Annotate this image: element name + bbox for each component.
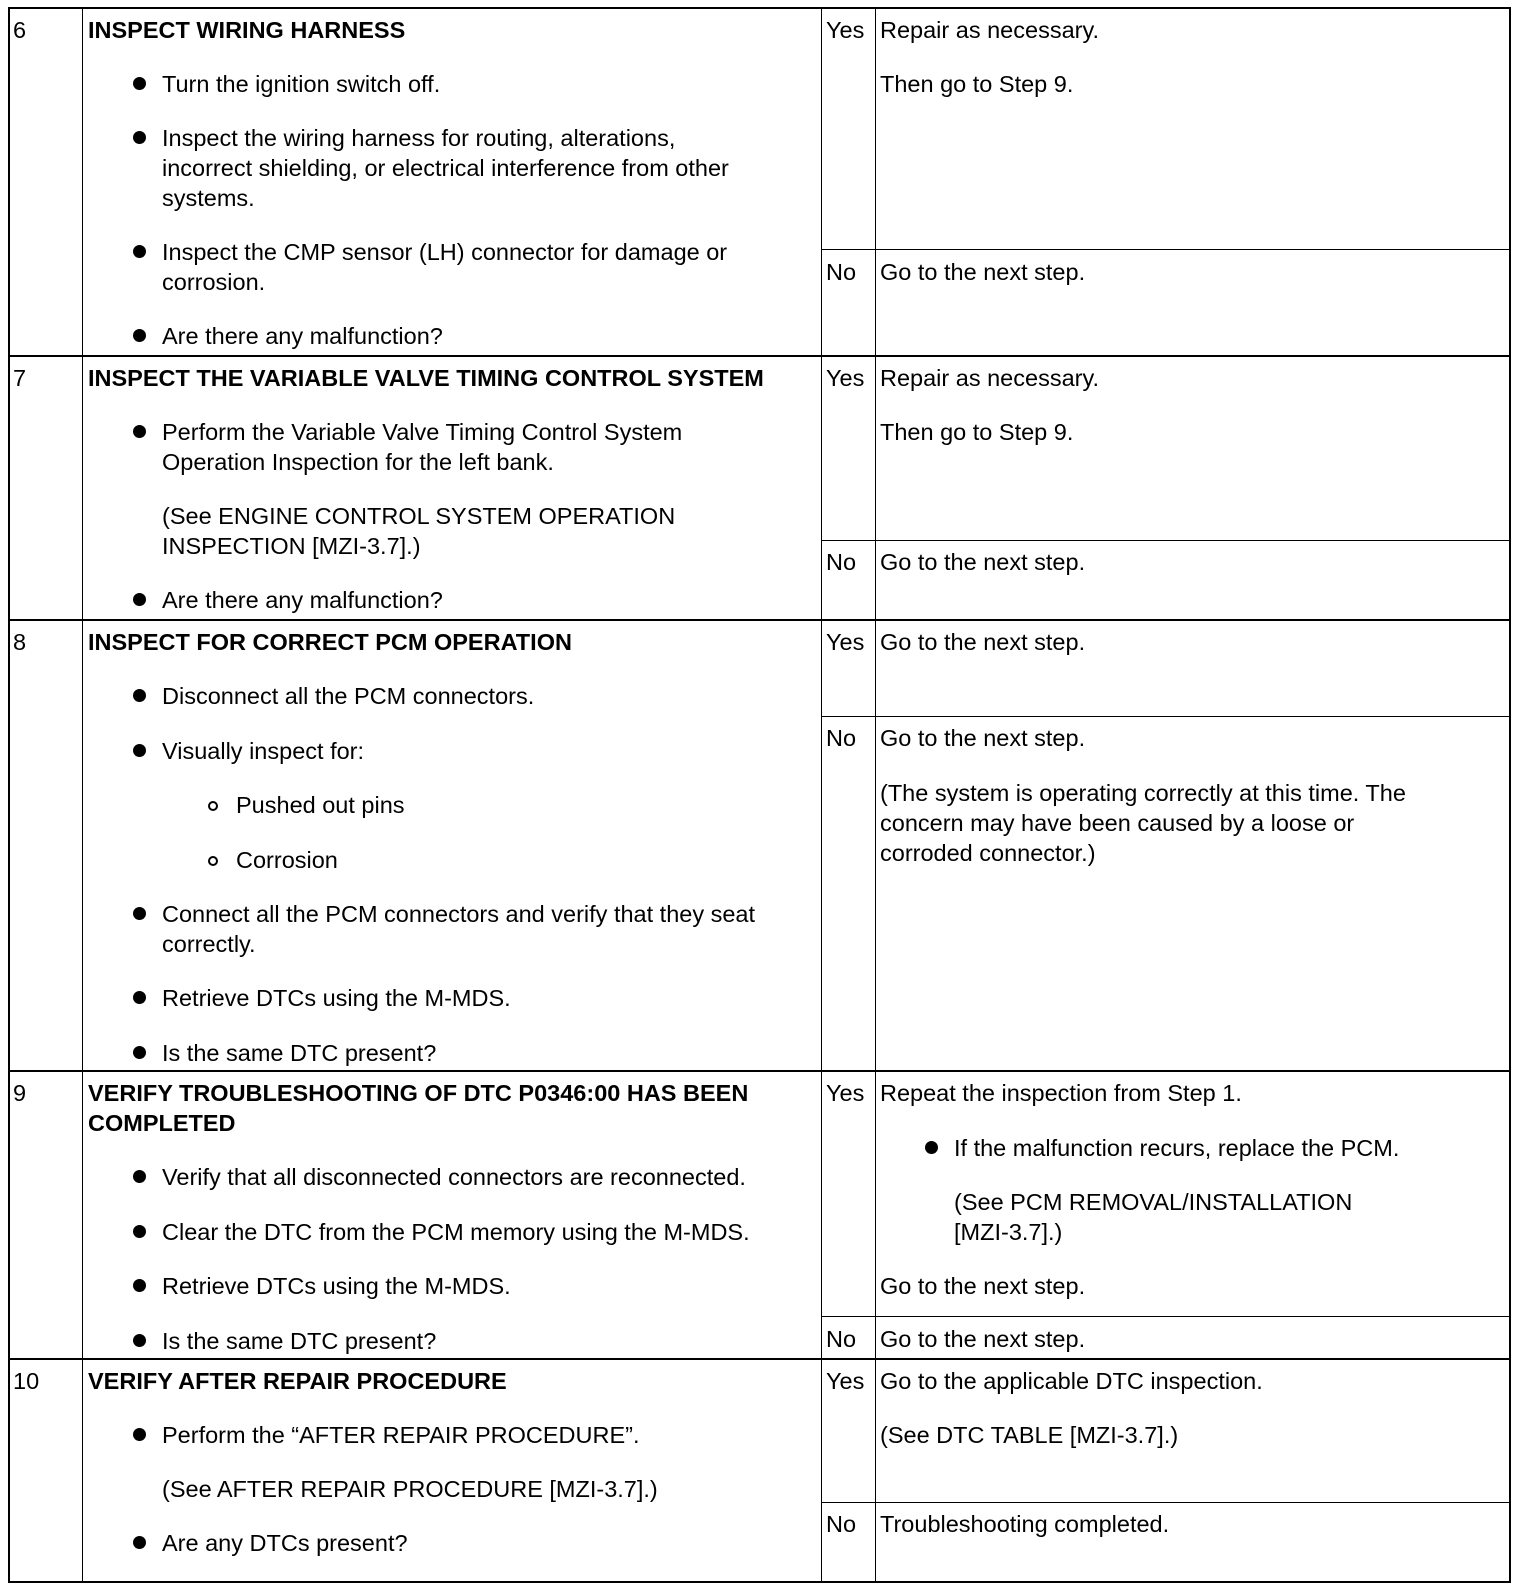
bullet-icon: [133, 131, 146, 144]
no-result: Go to the next step.: [880, 549, 1086, 575]
step-item: Is the same DTC present?: [162, 1040, 437, 1066]
bullet-icon: [133, 1046, 146, 1059]
step-item: Perform the Variable Valve Timing Control System: [162, 419, 683, 445]
step-item: Retrieve DTCs using the M-MDS.: [162, 1273, 511, 1299]
step-item: corrosion.: [162, 269, 266, 295]
step-item: Inspect the CMP sensor (LH) connector for damage or: [162, 239, 728, 265]
bullet-icon: [925, 1141, 938, 1154]
step-row: [8, 1070, 1511, 1358]
bullet-icon: [133, 1170, 146, 1183]
troubleshooting-table: [8, 7, 1511, 1583]
step-row: [8, 7, 1511, 355]
step-number: 7: [13, 365, 27, 391]
bullet-icon: [133, 744, 146, 757]
step-item: Inspect the wiring harness for routing, alterations,: [162, 125, 676, 151]
step-number: 9: [13, 1080, 27, 1106]
step-item: Operation Inspection for the left bank.: [162, 449, 554, 475]
step-title: INSPECT FOR CORRECT PCM OPERATION: [88, 629, 572, 655]
yes-result: Then go to Step 9.: [880, 71, 1074, 97]
bullet-icon: [133, 425, 146, 438]
step-title: INSPECT WIRING HARNESS: [88, 17, 406, 43]
yes-result: (See DTC TABLE [MZI-3.7].): [880, 1422, 1179, 1448]
bullet-icon: [133, 1279, 146, 1292]
step-number: 10: [13, 1368, 40, 1394]
step-title: VERIFY AFTER REPAIR PROCEDURE: [88, 1368, 507, 1394]
yes-label: Yes: [826, 1080, 865, 1106]
bullet-icon: [133, 1428, 146, 1441]
yes-result: Then go to Step 9.: [880, 419, 1074, 445]
bullet-icon: [133, 907, 146, 920]
no-result: Troubleshooting completed.: [880, 1511, 1170, 1537]
step-item: Turn the ignition switch off.: [162, 71, 441, 97]
no-result: Go to the next step.: [880, 259, 1086, 285]
step-item: Are there any malfunction?: [162, 587, 443, 613]
no-label: No: [826, 1326, 857, 1352]
step-row: [8, 619, 1511, 1070]
bullet-icon: [133, 1536, 146, 1549]
step-subitem: Corrosion: [236, 847, 338, 873]
yes-label: Yes: [826, 629, 865, 655]
yes-result: If the malfunction recurs, replace the PCM.: [954, 1135, 1400, 1161]
step-item: systems.: [162, 185, 255, 211]
no-label: No: [826, 549, 857, 575]
step-item: (See AFTER REPAIR PROCEDURE [MZI-3.7].): [162, 1476, 658, 1502]
sub-bullet-icon: [208, 801, 218, 811]
no-label: No: [826, 725, 857, 751]
bullet-icon: [133, 593, 146, 606]
step-item: Verify that all disconnected connectors are reconnected.: [162, 1164, 746, 1190]
sub-bullet-icon: [208, 856, 218, 866]
bullet-icon: [133, 245, 146, 258]
step-number: 6: [13, 17, 27, 43]
yes-result: Go to the applicable DTC inspection.: [880, 1368, 1263, 1394]
step-item: Are any DTCs present?: [162, 1530, 408, 1556]
step-item: Visually inspect for:: [162, 738, 365, 764]
bullet-icon: [133, 1334, 146, 1347]
step-title: INSPECT THE VARIABLE VALVE TIMING CONTROL SYSTEM: [88, 365, 764, 391]
step-item: (See ENGINE CONTROL SYSTEM OPERATION: [162, 503, 676, 529]
step-row: [8, 355, 1511, 619]
bullet-icon: [133, 77, 146, 90]
bullet-icon: [133, 1225, 146, 1238]
no-result: Go to the next step.: [880, 725, 1086, 751]
yes-result: Repair as necessary.: [880, 365, 1099, 391]
no-result: concern may have been caused by a loose or: [880, 810, 1355, 836]
step-item: Connect all the PCM connectors and verify that they seat: [162, 901, 756, 927]
yes-result: (See PCM REMOVAL/INSTALLATION: [954, 1189, 1353, 1215]
no-label: No: [826, 259, 857, 285]
no-result: (The system is operating correctly at this time. The: [880, 780, 1406, 806]
yes-label: Yes: [826, 1368, 865, 1394]
yes-result: Repair as necessary.: [880, 17, 1099, 43]
step-row: [8, 1358, 1511, 1583]
bullet-icon: [133, 329, 146, 342]
yes-result: Go to the next step.: [880, 1273, 1086, 1299]
no-result: corroded connector.): [880, 840, 1096, 866]
bullet-icon: [133, 991, 146, 1004]
yes-result: Repeat the inspection from Step 1.: [880, 1080, 1242, 1106]
step-title: COMPLETED: [88, 1110, 236, 1136]
yes-result: Go to the next step.: [880, 629, 1086, 655]
step-item: INSPECTION [MZI-3.7].): [162, 533, 421, 559]
step-item: Clear the DTC from the PCM memory using the M-MDS.: [162, 1219, 750, 1245]
step-item: Retrieve DTCs using the M-MDS.: [162, 985, 511, 1011]
step-subitem: Pushed out pins: [236, 792, 405, 818]
step-number: 8: [13, 629, 27, 655]
step-item: Is the same DTC present?: [162, 1328, 437, 1354]
yes-label: Yes: [826, 17, 865, 43]
yes-result: [MZI-3.7].): [954, 1219, 1063, 1245]
step-item: Are there any malfunction?: [162, 323, 443, 349]
yes-label: Yes: [826, 365, 865, 391]
step-title: VERIFY TROUBLESHOOTING OF DTC P0346:00 HAS BEEN: [88, 1080, 749, 1106]
step-item: Disconnect all the PCM connectors.: [162, 683, 535, 709]
step-item: Perform the “AFTER REPAIR PROCEDURE”.: [162, 1422, 640, 1448]
no-result: Go to the next step.: [880, 1326, 1086, 1352]
step-item: correctly.: [162, 931, 256, 957]
bullet-icon: [133, 689, 146, 702]
step-item: incorrect shielding, or electrical interference from other: [162, 155, 729, 181]
no-label: No: [826, 1511, 857, 1537]
